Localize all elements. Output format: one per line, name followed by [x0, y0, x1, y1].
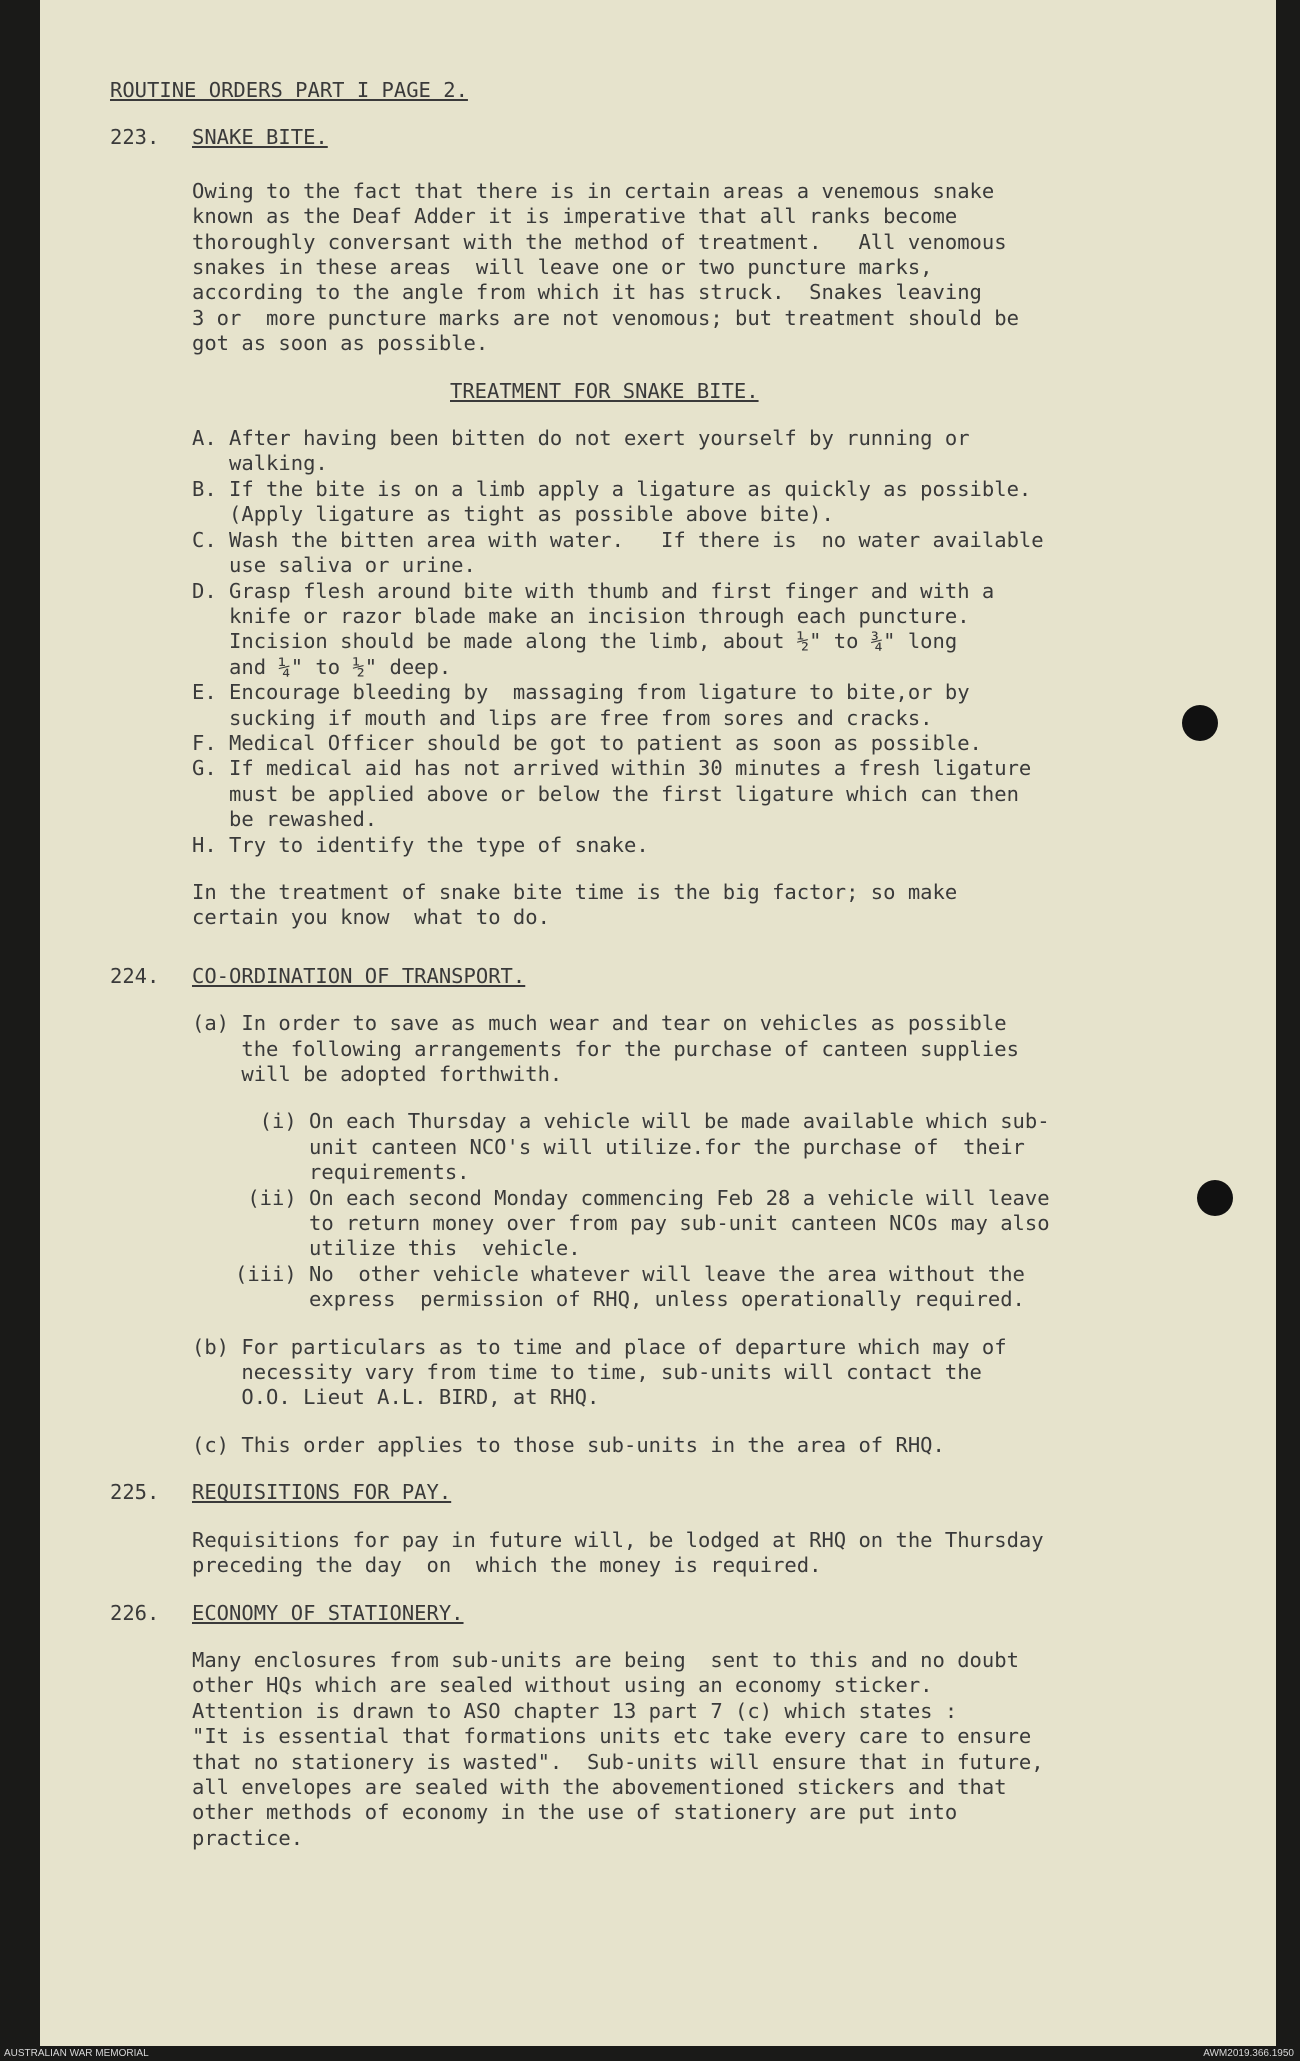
treatment-steps [110, 426, 1276, 858]
text-line: that no stationery is wasted". Sub-units will ensure that in future, [192, 1749, 1044, 1774]
sub-item-line: unit canteen NCO's will utilize.for the purchase of their [235, 1134, 1025, 1159]
text-line: the following arrangements for the purchase of canteen supplies [192, 1036, 1019, 1061]
step-line: Incision should be made along the limb, about ½" to ¾" long [192, 629, 958, 654]
step-line: F. Medical Officer should be got to patient as soon as possible. [192, 730, 982, 755]
section-heading-225 [110, 1480, 1276, 1505]
footer-source: AUSTRALIAN WAR MEMORIAL [4, 2048, 149, 2059]
text-line: got as soon as possible. [192, 331, 489, 356]
footer-identifier: AWM2019.366.1950 [1203, 2048, 1294, 2059]
sub-item-line: (ii) On each second Monday commencing Feb 28 a vehicle will leave [235, 1185, 1050, 1210]
section-title: REQUISITIONS FOR PAY. [192, 1480, 452, 1505]
section-number: 223. [110, 125, 160, 150]
transport-para-c [110, 1433, 1276, 1458]
punch-hole [1197, 1180, 1233, 1216]
step-line: E. Encourage bleeding by massaging from ligature to bite,or by [192, 680, 970, 705]
text-line: (c) This order applies to those sub-units in the area of RHQ. [192, 1432, 945, 1457]
section-heading-224 [110, 964, 1276, 989]
punch-hole [1182, 705, 1218, 741]
snake-bite-closing [110, 880, 1276, 931]
section-title: CO-ORDINATION OF TRANSPORT. [192, 963, 526, 988]
step-line: knife or razor blade make an incision through each puncture. [192, 603, 970, 628]
text-line: all envelopes are sealed with the abovementioned stickers and that [192, 1774, 1007, 1799]
section-heading-226 [110, 1601, 1276, 1626]
text-line: certain you know what to do. [192, 905, 550, 930]
pay-body [110, 1528, 1276, 1579]
step-line: (Apply ligature as tight as possible above bite). [192, 502, 834, 527]
step-line: sucking if mouth and lips are free from sores and cracks. [192, 705, 933, 730]
text-line: "It is essential that formations units etc take every care to ensure [192, 1724, 1032, 1749]
text-line: other HQs which are sealed without using an economy sticker. [192, 1673, 933, 1698]
sub-item-line: (iii) No other vehicle whatever will leave the area without the [235, 1261, 1025, 1286]
text-line: snakes in these areas will leave one or two puncture marks, [192, 255, 933, 280]
section-heading-223 [110, 125, 1276, 150]
text-line: Attention is drawn to ASO chapter 13 part 7 (c) which states : [192, 1698, 958, 1723]
text-line: 3 or more puncture marks are not venomous; but treatment should be [192, 305, 1019, 330]
text-line: according to the angle from which it has struck. Snakes leaving [192, 280, 982, 305]
step-line: D. Grasp flesh around bite with thumb and first finger and with a [192, 578, 995, 603]
text-line: Requisitions for pay in future will, be lodged at RHQ on the Thursday [192, 1527, 1044, 1552]
section-number: 225. [110, 1480, 160, 1505]
step-line: and ¼" to ½" deep. [192, 654, 452, 679]
step-line: be rewashed. [192, 807, 378, 832]
text-line: (b) For particulars as to time and place of departure which may of [192, 1334, 1007, 1359]
step-line: must be applied above or below the first ligature which can then [192, 781, 1019, 806]
text-line: In the treatment of snake bite time is the big factor; so make [192, 879, 958, 904]
step-line: C. Wash the bitten area with water. If there is no water available [192, 527, 1044, 552]
text-line: practice. [192, 1825, 304, 1850]
sub-item-line: to return money over from pay sub-unit canteen NCOs may also [235, 1211, 1050, 1236]
text-line: (a) In order to save as much wear and tear on vehicles as possible [192, 1011, 1007, 1036]
section-title: SNAKE BITE. [192, 125, 328, 150]
text-line: necessity vary from time to time, sub-units will contact the [192, 1360, 982, 1385]
document-page [40, 0, 1276, 2046]
section-number: 224. [110, 963, 160, 988]
text-line: Owing to the fact that there is in certain areas a venemous snake [192, 178, 995, 203]
transport-para-a [110, 1011, 1276, 1087]
sub-item-line: express permission of RHQ, unless operationally required. [235, 1287, 1025, 1312]
step-line: use saliva or urine. [192, 553, 476, 578]
section-title: ECONOMY OF STATIONERY. [192, 1600, 464, 1625]
step-line: G. If medical aid has not arrived within 30 minutes a fresh ligature [192, 756, 1032, 781]
treatment-subheading: TREATMENT FOR SNAKE BITE. [450, 378, 759, 403]
page-header: ROUTINE ORDERS PART I PAGE 2. [110, 78, 468, 102]
step-line: B. If the bite is on a limb apply a ligature as quickly as possible. [192, 476, 1032, 501]
archive-footer [0, 2046, 1300, 2061]
text-line: Many enclosures from sub-units are being sent to this and no doubt [192, 1647, 1019, 1672]
sub-item-line: (i) On each Thursday a vehicle will be made available which sub- [235, 1109, 1050, 1134]
text-line: O.O. Lieut A.L. BIRD, at RHQ. [192, 1385, 600, 1410]
stationery-body [110, 1648, 1276, 1851]
text-line: thoroughly conversant with the method of treatment. All venomous [192, 229, 1007, 254]
transport-sub-items [110, 1109, 1276, 1312]
snake-bite-intro [110, 179, 1276, 357]
step-line: H. Try to identify the type of snake. [192, 832, 649, 857]
text-line: known as the Deaf Adder it is imperative that all ranks become [192, 204, 958, 229]
section-number: 226. [110, 1600, 160, 1625]
transport-para-b [110, 1335, 1276, 1411]
text-line: preceding the day on which the money is required. [192, 1553, 822, 1578]
step-line: walking. [192, 451, 328, 476]
step-line: A. After having been bitten do not exert yourself by running or [192, 426, 970, 451]
text-line: other methods of economy in the use of stationery are put into [192, 1800, 958, 1825]
text-line: will be adopted forthwith. [192, 1062, 563, 1086]
sub-item-line: requirements. [235, 1160, 470, 1185]
sub-item-line: utilize this vehicle. [235, 1236, 581, 1261]
